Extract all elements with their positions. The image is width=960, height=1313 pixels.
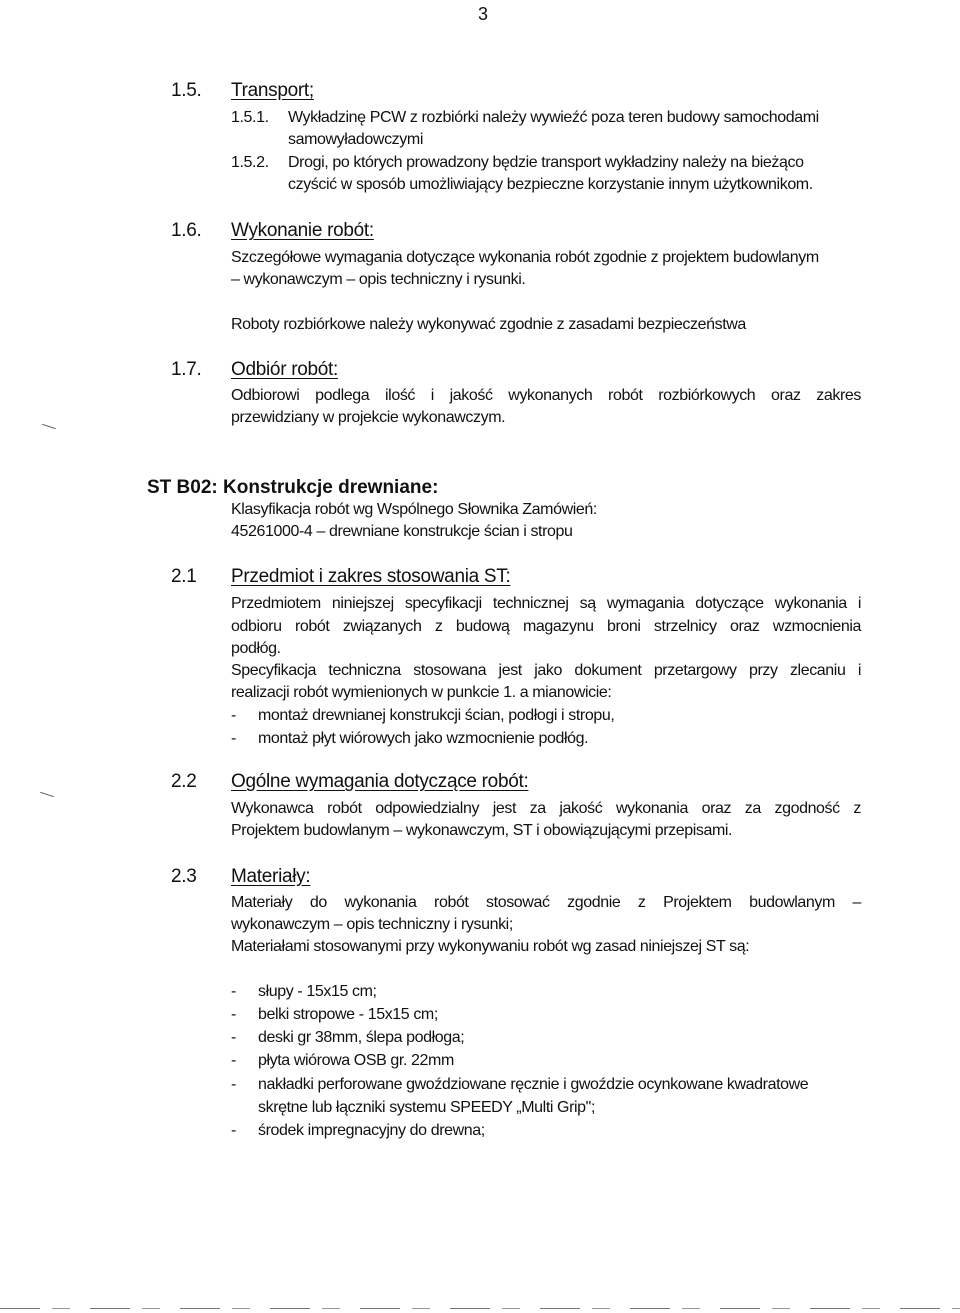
list-item: belki stropowe - 15x15 cm; [258, 1006, 438, 1023]
spec-title: ST B02: Konstrukcje drewniane: [147, 477, 439, 498]
list-item-continuation: skrętne lub łączniki systemu SPEEDY „Multi Grip"; [258, 1099, 596, 1116]
paragraph-line: wykonawczym – opis techniczny i rysunki; [231, 916, 513, 933]
list-dash: - [231, 1076, 236, 1093]
paragraph-line: realizacji robót wymienionych w punkcie 1. a mianowicie: [231, 684, 612, 701]
paragraph-line: Roboty rozbiórkowe należy wykonywać zgodnie z zasadami bezpieczeństwa [231, 316, 746, 333]
list-item: płyta wiórowa OSB gr. 22mm [258, 1052, 454, 1069]
section-title: Materiały: [231, 866, 311, 887]
list-dash: - [231, 1029, 236, 1046]
section-title: Transport; [231, 80, 314, 101]
section-number: 1.5. [171, 80, 202, 101]
list-item: deski gr 38mm, ślepa podłoga; [258, 1029, 465, 1046]
list-dash: - [231, 707, 236, 724]
scan-mark [42, 424, 56, 429]
paragraph-line: Drogi, po których prowadzony będzie transport wykładziny należy na bieżąco [288, 154, 804, 171]
scan-edge-line [0, 1308, 960, 1309]
paragraph-line: odbioru robót związanych z budową magazynu broni strzelnicy oraz wzmocnienia [231, 618, 861, 635]
paragraph-line: czyścić w sposób umożliwiający bezpieczne korzystanie innym użytkownikom. [288, 176, 813, 193]
item-number: 1.5.1. [231, 109, 269, 126]
list-dash: - [231, 1052, 236, 1069]
paragraph-line: Materiały do wykonania robót stosować zgodnie z Projektem budowlanym – [231, 894, 861, 911]
paragraph-line: podłóg. [231, 640, 281, 657]
section-number: 1.7. [171, 359, 202, 380]
page-number: 3 [478, 4, 488, 24]
paragraph-line: Specyfikacja techniczna stosowana jest jako dokument przetargowy przy zlecaniu i [231, 662, 861, 679]
list-item: środek impregnacyjny do drewna; [258, 1122, 485, 1139]
section-title: Odbiór robót: [231, 359, 338, 380]
scan-mark [40, 792, 54, 797]
paragraph-line: Szczegółowe wymagania dotyczące wykonania robót zgodnie z projektem budowlanym [231, 249, 819, 266]
paragraph-line: Projektem budowlanym – wykonawczym, ST i obowiązującymi przepisami. [231, 822, 733, 839]
paragraph-line: przewidziany w projekcie wykonawczym. [231, 409, 506, 426]
paragraph-line: Materiałami stosowanymi przy wykonywaniu robót wg zasad niniejszej ST są: [231, 938, 750, 955]
list-item: nakładki perforowane gwoździowane ręcznie i gwoździe ocynkowane kwadratowe [258, 1076, 809, 1093]
section-title: Wykonanie robót: [231, 220, 374, 241]
paragraph-line: Odbiorowi podlega ilość i jakość wykonanych robót rozbiórkowych oraz zakres [231, 387, 861, 404]
paragraph-line: Klasyfikacja robót wg Wspólnego Słownika Zamówień: [231, 501, 597, 518]
section-number: 2.2 [171, 771, 197, 792]
list-dash: - [231, 1006, 236, 1023]
paragraph-line: samowyładowczymi [288, 131, 423, 148]
section-number: 2.3 [171, 866, 197, 887]
paragraph-line: Wykładzinę PCW z rozbiórki należy wywieźć poza teren budowy samochodami [288, 109, 819, 126]
paragraph-line: 45261000-4 – drewniane konstrukcje ścian i stropu [231, 523, 573, 540]
section-number: 1.6. [171, 220, 202, 241]
list-dash: - [231, 1122, 236, 1139]
paragraph-line: Wykonawca robót odpowiedzialny jest za jakość wykonania oraz za zgodność z [231, 800, 861, 817]
section-number: 2.1 [171, 566, 197, 587]
section-title: Przedmiot i zakres stosowania ST: [231, 566, 511, 587]
paragraph-line: Przedmiotem niniejszej specyfikacji technicznej są wymagania dotyczące wykonania i [231, 595, 861, 612]
list-item: montaż drewnianej konstrukcji ścian, podłogi i stropu, [258, 707, 615, 724]
list-item: montaż płyt wiórowych jako wzmocnienie podłóg. [258, 730, 589, 747]
paragraph-line: – wykonawczym – opis techniczny i rysunki. [231, 271, 526, 288]
list-dash: - [231, 983, 236, 1000]
item-number: 1.5.2. [231, 154, 269, 171]
section-title: Ogólne wymagania dotyczące robót: [231, 771, 529, 792]
list-item: słupy - 15x15 cm; [258, 983, 377, 1000]
list-dash: - [231, 730, 236, 747]
